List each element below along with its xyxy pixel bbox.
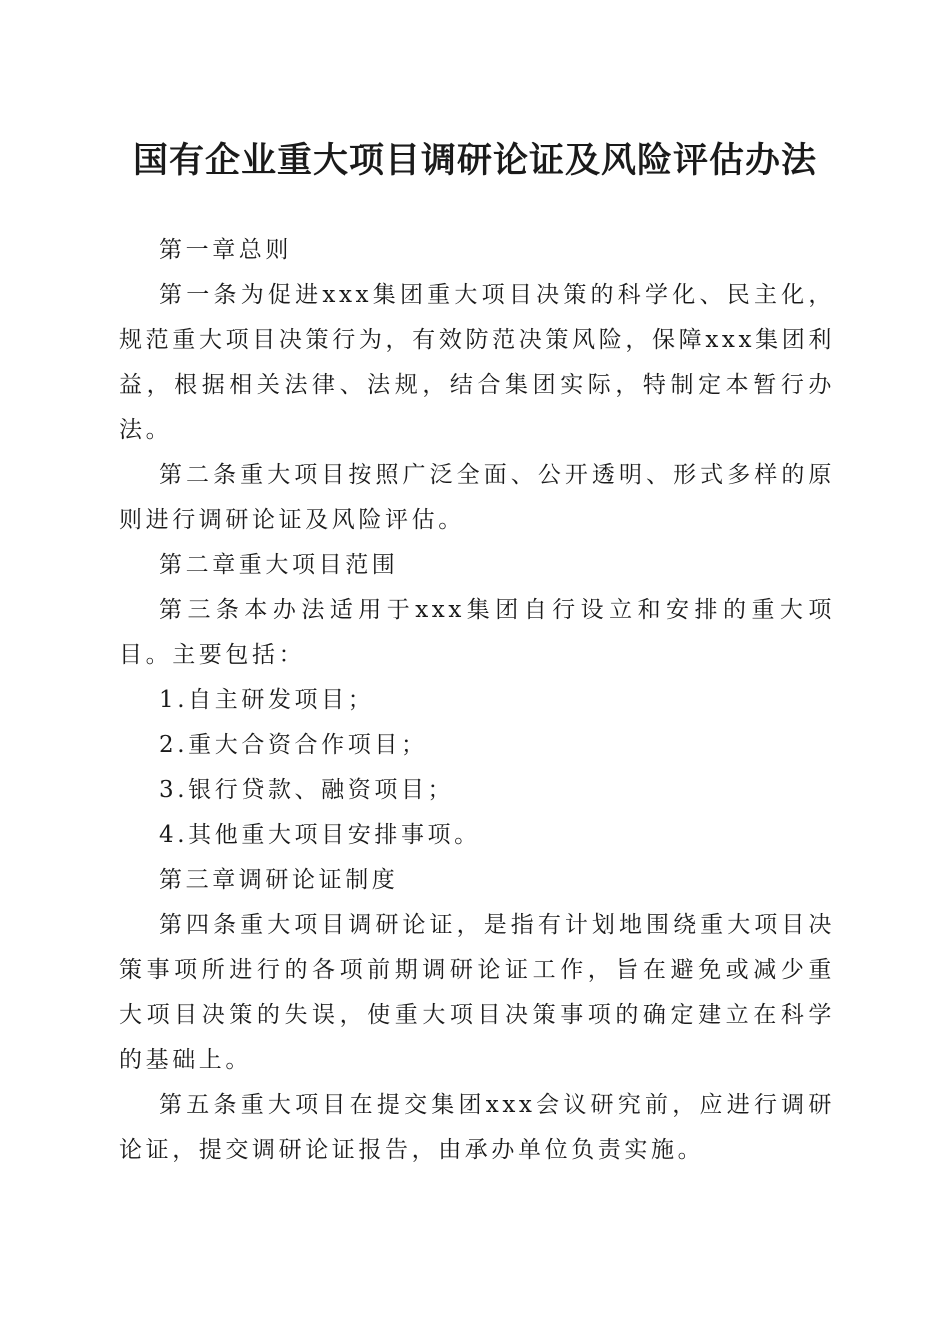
article-paragraph: 第四条重大项目调研论证，是指有计划地围绕重大项目决策事项所进行的各项前期调研论证工作，旨在避免或减少重大项目决策的失误，使重大项目决策事项的确定建立在科学的基础上。 — [119, 912, 835, 1073]
article-paragraph: 第三条本办法适用于xxx集团自行设立和安排的重大项目。主要包括： — [119, 597, 835, 668]
document-title: 国有企业重大项目调研论证及风险评估办法 — [132, 140, 817, 181]
article-paragraph: 第五条重大项目在提交集团xxx会议研究前，应进行调研论证，提交调研论证报告，由承办单位负责实施。 — [119, 1092, 835, 1163]
list-item: 1.自主研发项目； — [159, 687, 375, 713]
chapter-heading: 第三章调研论证制度 — [159, 867, 399, 893]
list-item: 4.其他重大项目安排事项。 — [159, 822, 481, 848]
chapter-heading: 第二章重大项目范围 — [159, 552, 399, 578]
document-body — [119, 228, 835, 1173]
chapter-heading: 第一章总则 — [159, 237, 292, 263]
list-item: 3.银行贷款、融资项目； — [159, 777, 455, 803]
article-paragraph: 第一条为促进xxx集团重大项目决策的科学化、民主化，规范重大项目决策行为，有效防范决策风险，保障xxx集团利益，根据相关法律、法规，结合集团实际，特制定本暂行办法。 — [119, 282, 835, 443]
article-paragraph: 第二条重大项目按照广泛全面、公开透明、形式多样的原则进行调研论证及风险评估。 — [119, 462, 835, 533]
list-item: 2.重大合资合作项目； — [159, 732, 428, 758]
